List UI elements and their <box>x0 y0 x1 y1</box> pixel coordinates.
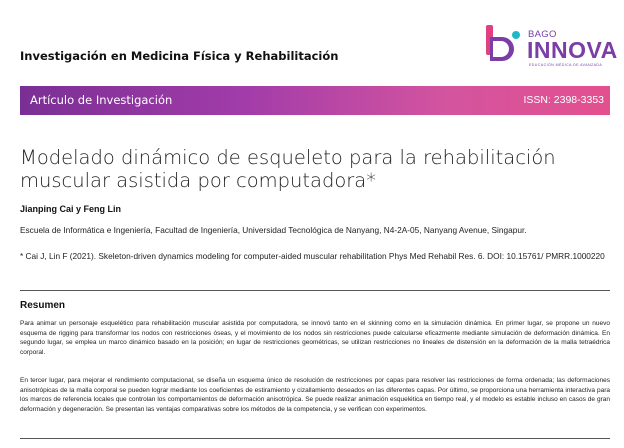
abstract-paragraph-2: En tercer lugar, para mejorar el rendimiento computacional, se diseña un esquema único de resolución de restricciones por capas para resolver las restricciones de forma ordenada; las deformaciones anisotrópicas de la malla corporal se pueden lograr mediante los coeficientes de estiramiento y cizallamiento deseados en las diferentes capas. Por último, se proporciona una herramienta interactiva para los marcos de referencia locales que controlan los comportamientos de deformación anisotrópica. Se puede realizar animación esquelética en tiempo real, y el modelo es estable incluso en casos de gran deformación y degeneración. Se presentan las ventajas comparativas sobre los métodos de la competencia, y se verifican con experimentos. <box>20 377 610 413</box>
author-list: Jianping Cai y Feng Lin <box>20 204 122 214</box>
journal-title: Investigación en Medicina Física y Rehabilitación <box>20 49 339 63</box>
section-divider-bottom <box>20 438 610 439</box>
logo-brand-large: INNOVA <box>527 37 618 63</box>
section-divider-top <box>20 290 610 291</box>
issn-label: ISSN: 2398-3353 <box>523 94 604 106</box>
abstract-paragraph-1: Para animar un personaje esquelético para rehabilitación muscular asistida por computadora, se innovó tanto en el skinning como en la simulación dinámica. En primer lugar, se propone un nuevo esquema de rigging para transformar los nodos con restricciones óseas, y el movimiento de los nodos sin restricciones puede calcularse eficazmente mediante simulación de deformación dinámica. En segundo lugar, se emplea un marco dinámico basado en la posición; en lugar de restricciones geométricas, se utilizan restricciones no lineales de distensión en la deformación de la malla tetraédrica corporal. <box>20 320 610 356</box>
author-affiliation: Escuela de Informática e Ingeniería, Facultad de Ingeniería, Universidad Tecnológica de Nanyang, N4-2A-05, Nanyang Avenue, Singapur. <box>20 225 527 235</box>
abstract-heading: Resumen <box>20 300 66 311</box>
bago-innova-logo <box>484 22 618 74</box>
logo-brand-small: BAGO <box>528 29 557 40</box>
logo-b-mark-icon <box>484 25 524 67</box>
article-type-banner <box>20 86 610 115</box>
logo-tagline: EDUCACIÓN MÉDICA DE AVANZADA <box>529 63 603 67</box>
citation-footnote: * Cai J, Lin F (2021). Skeleton-driven dynamics modeling for computer-aided muscular rehabilitation Phys Med Rehabil Res. 6. DOI: 10.15761/ PMRR.1000220 <box>20 251 605 261</box>
article-type-label: Artículo de Investigación <box>30 93 173 107</box>
article-title: Modelado dinámico de esqueleto para la rehabilitación muscular asistida por computadora* <box>20 146 556 192</box>
